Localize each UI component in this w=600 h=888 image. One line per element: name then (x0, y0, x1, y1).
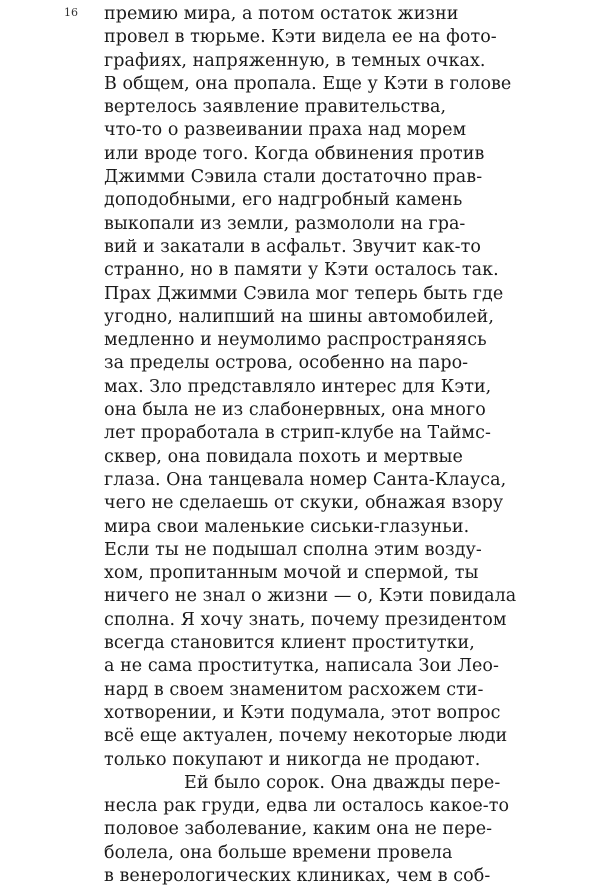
text-line: болела, она больше времени провела (104, 842, 453, 863)
text-line: за пределы острова, особенно на паро- (104, 353, 469, 374)
text-line: сполна. Я хочу знать, почему президентом (104, 609, 507, 630)
text-line: странно, но в памяти у Кэти осталось так. (104, 260, 499, 281)
text-line: Джимми Сэвила стали достаточно прав- (104, 167, 483, 188)
text-line: провел в тюрьме. Кэти видела ее на фото- (104, 27, 497, 48)
text-line: она была не из слабонервных, она много (104, 400, 486, 421)
text-line: только покупают и никогда не продают. (104, 749, 481, 770)
text-line: чего не сделаешь от скуки, обнажая взору (104, 493, 504, 514)
text-line: премию мира, а потом остаток жизни (104, 4, 459, 24)
text-line: угодно, налипший на шины автомобилей, (104, 306, 494, 327)
text-line: Прах Джимми Сэвила мог теперь быть где (104, 283, 504, 304)
text-line: половое заболевание, каким она не пере- (104, 819, 493, 840)
text-line: графиях, напряженную, в темных очках. (104, 50, 486, 71)
text-line: сквер, она повидала похоть и мертвые (104, 446, 463, 467)
text-line: хом, пропитанным мочой и спермой, ты (104, 563, 479, 584)
text-line: глаза. Она танцевала номер Санта-Клауса, (104, 469, 507, 490)
text-line: Если ты не подышал сполна этим возду- (104, 539, 482, 560)
text-line: вертелось заявление правительства, (104, 97, 447, 118)
text-line: а не сама проститутка, написала Зои Лео- (104, 656, 499, 677)
text-line: нард в своем знаменитом расхожем сти- (104, 679, 484, 700)
text-line: всё еще актуален, почему некоторые люди (104, 726, 508, 747)
text-line: что-то о развеивании праха над морем (104, 120, 467, 141)
text-line: мира свои маленькие сиськи-глазуньи. (104, 516, 470, 537)
text-line: вий и закатали в асфальт. Звучит как-то (104, 236, 481, 257)
text-line: лет проработала в стрип-клубе на Таймс- (104, 423, 491, 444)
text-line: доподобными, его надгробный камень (104, 190, 463, 211)
text-line: ничего не знал о жизни — о, Кэти повидала (104, 586, 517, 607)
body-text (104, 3, 574, 888)
text-line: несла рак груди, едва ли осталось какое-то (104, 796, 510, 817)
text-line: мах. Зло представляло интерес для Кэти, (104, 376, 492, 397)
text-line: хотворении, и Кэти подумала, этот вопрос (104, 702, 501, 723)
text-line: В общем, она пропала. Еще у Кэти в голове (104, 73, 512, 94)
paragraph-start-line: Ей было сорок. Она дважды пере- (184, 772, 501, 793)
text-line: выкопали из земли, размололи на гра- (104, 213, 466, 234)
text-line: или вроде того. Когда обвинения против (104, 143, 485, 164)
text-line: всегда становится клиент проститутки, (104, 633, 475, 654)
page-number: 16 (64, 6, 78, 19)
text-line: в венерологических клиниках, чем в соб- (104, 865, 491, 886)
text-line: медленно и неумолимо распространяясь (104, 330, 487, 351)
